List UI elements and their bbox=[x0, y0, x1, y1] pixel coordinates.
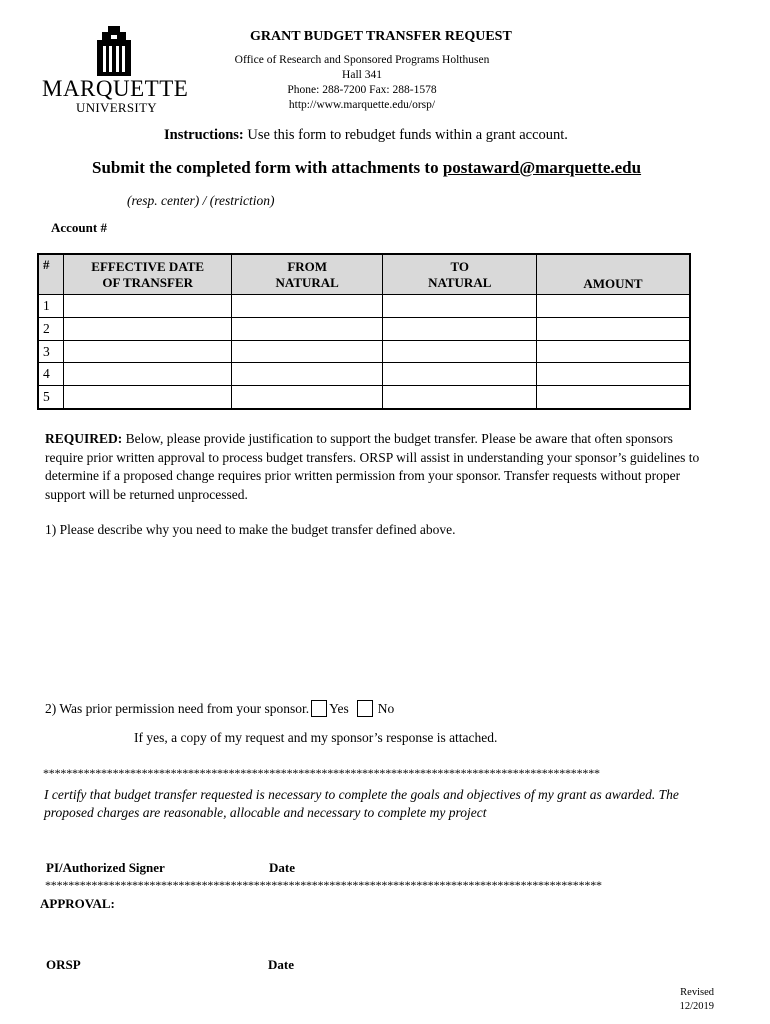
submit-notice bbox=[92, 158, 641, 178]
from-natural-field[interactable] bbox=[231, 295, 383, 318]
row-number: 1 bbox=[38, 295, 64, 318]
row-number: 2 bbox=[38, 318, 64, 341]
row-number: 5 bbox=[38, 386, 64, 409]
col-header-to-line1: TO bbox=[450, 258, 469, 274]
to-natural-field[interactable] bbox=[383, 363, 537, 386]
required-paragraph bbox=[45, 430, 710, 504]
submit-text: Submit the completed form with attachments to bbox=[92, 158, 443, 177]
approval-label: APPROVAL: bbox=[40, 896, 115, 911]
office-name: Office of Research and Sponsored Programs Holthusen bbox=[234, 54, 490, 66]
row-number: 4 bbox=[38, 363, 64, 386]
effective-date-field[interactable] bbox=[64, 318, 232, 341]
to-natural-field[interactable] bbox=[383, 318, 537, 341]
amount-field[interactable] bbox=[536, 318, 690, 341]
logo-wordmark: MARQUETTE bbox=[42, 76, 189, 101]
to-natural-field[interactable] bbox=[383, 295, 537, 318]
certification-text: I certify that budget transfer requested is necessary to complete the goals and objectives of my grant as awarded. The proposed charges are reasonable, allocable and necessary to complete my project bbox=[44, 787, 679, 820]
from-natural-field[interactable] bbox=[231, 363, 383, 386]
col-header-num: # bbox=[38, 254, 64, 295]
orsp-date-label: Date bbox=[268, 957, 294, 972]
required-label: REQUIRED: bbox=[45, 431, 123, 446]
table-row bbox=[38, 340, 690, 363]
table-header-row bbox=[38, 254, 690, 295]
office-phone-fax: Phone: 288-7200 Fax: 288-1578 bbox=[287, 84, 437, 96]
col-header-to-line2: NATURAL bbox=[428, 274, 492, 290]
transfer-table bbox=[37, 253, 691, 410]
university-logo bbox=[42, 26, 187, 116]
col-header-from-natural bbox=[231, 254, 383, 295]
col-header-from-line1: FROM bbox=[287, 258, 328, 274]
question-2-note: If yes, a copy of my request and my sponsor’s response is attached. bbox=[134, 730, 498, 745]
question-2-text: 2) Was prior permission need from your sponsor. bbox=[45, 700, 310, 716]
justification-answer-area[interactable] bbox=[45, 545, 705, 685]
question-2 bbox=[45, 700, 394, 717]
tower-logo-icon bbox=[94, 26, 134, 76]
orsp-signer-label: ORSP bbox=[46, 957, 81, 972]
to-natural-field[interactable] bbox=[383, 386, 537, 409]
col-header-effective-line2: OF TRANSFER bbox=[102, 274, 194, 290]
revised-label: Revised bbox=[680, 987, 714, 998]
col-header-effective-line1: EFFECTIVE DATE bbox=[91, 258, 205, 274]
table-row bbox=[38, 363, 690, 386]
amount-field[interactable] bbox=[536, 386, 690, 409]
instructions-text: Use this form to rebudget funds within a grant account. bbox=[243, 127, 568, 143]
office-hall: Hall 341 bbox=[342, 69, 382, 81]
yes-checkbox[interactable] bbox=[311, 700, 327, 717]
effective-date-field[interactable] bbox=[64, 386, 232, 409]
instructions bbox=[164, 127, 568, 144]
from-natural-field[interactable] bbox=[231, 340, 383, 363]
table-row bbox=[38, 295, 690, 318]
instructions-label: Instructions: bbox=[164, 127, 244, 143]
amount-field[interactable] bbox=[536, 295, 690, 318]
revised-date: 12/2019 bbox=[679, 1001, 714, 1012]
col-header-amount: AMOUNT bbox=[536, 254, 690, 295]
question-1: 1) Please describe why you need to make the budget transfer defined above. bbox=[45, 522, 456, 537]
effective-date-field[interactable] bbox=[64, 295, 232, 318]
required-text: Below, please provide justification to support the budget transfer. Please be aware that often sponsors require prior written approval to process budget transfers. ORSP will assist in understanding your sponsor’s guidelines to determine if a proposed change requires prior written permission from your sponsor. Transfer requests without proper support will be returned unprocessed. bbox=[45, 431, 700, 502]
col-header-effective-date bbox=[64, 254, 232, 295]
amount-field[interactable] bbox=[536, 363, 690, 386]
effective-date-field[interactable] bbox=[64, 340, 232, 363]
pi-date-label: Date bbox=[269, 860, 295, 875]
form-title: GRANT BUDGET TRANSFER REQUEST bbox=[250, 29, 512, 44]
revision-note bbox=[668, 986, 714, 1014]
table-row bbox=[38, 318, 690, 341]
table-row bbox=[38, 386, 690, 409]
from-natural-field[interactable] bbox=[231, 318, 383, 341]
col-header-to-natural bbox=[383, 254, 537, 295]
separator-line: ************************************************************************************************ bbox=[43, 766, 600, 780]
from-natural-field[interactable] bbox=[231, 386, 383, 409]
office-url[interactable]: http://www.marquette.edu/orsp/ bbox=[288, 99, 436, 111]
account-hint: (resp. center) / (restriction) bbox=[127, 193, 275, 208]
account-label: Account # bbox=[51, 220, 107, 235]
col-header-from-line2: NATURAL bbox=[275, 274, 339, 290]
pi-signer-label: PI/Authorized Signer bbox=[46, 860, 165, 875]
separator-line: ************************************************************************************************ bbox=[45, 878, 602, 892]
row-number: 3 bbox=[38, 340, 64, 363]
to-natural-field[interactable] bbox=[383, 340, 537, 363]
submit-email-link[interactable]: postaward@marquette.edu bbox=[442, 158, 642, 177]
effective-date-field[interactable] bbox=[64, 363, 232, 386]
logo-subtext: UNIVERSITY bbox=[76, 100, 157, 115]
yes-label: Yes bbox=[329, 700, 349, 716]
no-checkbox[interactable] bbox=[357, 700, 373, 717]
no-label: No bbox=[377, 700, 395, 716]
amount-field[interactable] bbox=[536, 340, 690, 363]
